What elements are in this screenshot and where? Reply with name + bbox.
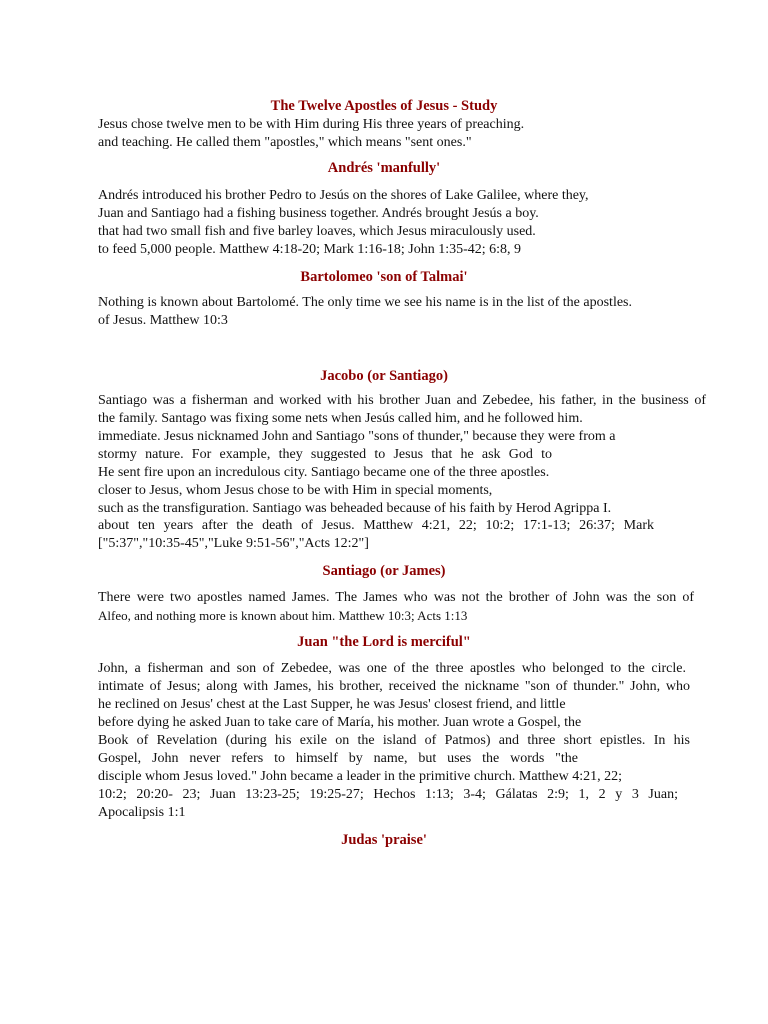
paragraph-line: Andrés introduced his brother Pedro to Jesús on the shores of Lake Galilee, where they, <box>98 188 589 203</box>
paragraph-line: Santiago was a fisherman and worked with his brother Juan and Zebedee, his father, in the business of <box>98 393 706 408</box>
paragraph-line: He sent fire upon an incredulous city. Santiago became one of the three apostles. <box>98 465 550 480</box>
paragraph-line: Gospel, John never refers to himself by name, but uses the words "the <box>98 751 578 766</box>
intro-line: Jesus chose twelve men to be with Him during His three years of preaching. <box>98 117 525 132</box>
paragraph-line: the family. Santago was fixing some nets when Jesús called him, and he followed him. <box>98 411 583 426</box>
paragraph-line: closer to Jesus, whom Jesus chose to be with Him in special moments, <box>98 483 493 498</box>
paragraph-line: ["5:37","10:35-45","Luke 9:51-56","Acts 12:2"] <box>98 536 369 551</box>
paragraph-line: Book of Revelation (during his exile on the island of Patmos) and three short epistles. In his <box>98 733 690 748</box>
paragraph-line: 10:2; 20:20- 23; Juan 13:23-25; 19:25-27; Hechos 1:13; 3-4; Gálatas 2:9; 1, 2 y 3 Juan; <box>98 787 678 802</box>
document-title: The Twelve Apostles of Jesus - Study <box>270 98 498 114</box>
paragraph-line: Nothing is known about Bartolomé. The only time we see his name is in the list of the apostles. <box>98 295 632 310</box>
paragraph-line: about ten years after the death of Jesus. Matthew 4:21, 22; 10:2; 17:1-13; 26:37; Mark <box>98 518 654 533</box>
paragraph-line: that had two small fish and five barley loaves, which Jesus miraculously used. <box>98 224 536 239</box>
paragraph-line: such as the transfiguration. Santiago was beheaded because of his faith by Herod Agrippa I. <box>98 501 612 516</box>
paragraph-line: he reclined on Jesus' chest at the Last Supper, he was Jesus' closest friend, and little <box>98 697 566 712</box>
section-heading-juan: Juan "the Lord is merciful" <box>297 634 471 650</box>
paragraph-line: disciple whom Jesus loved." John became a leader in the primitive church. Matthew 4:21, 22; <box>98 769 622 784</box>
paragraph-line: Apocalipsis 1:1 <box>98 805 186 820</box>
section-heading-andres: Andrés 'manfully' <box>327 160 441 176</box>
section-heading-judas: Judas 'praise' <box>341 832 427 848</box>
paragraph-line: There were two apostles named James. The James who was not the brother of John was the son of <box>98 590 694 605</box>
paragraph-line: intimate of Jesus; along with James, his brother, received the nickname "son of thunder." John, who <box>98 679 690 694</box>
paragraph-line: Alfeo, and nothing more is known about him. Matthew 10:3; Acts 1:13 <box>98 608 468 623</box>
intro-line: and teaching. He called them "apostles," which means "sent ones." <box>98 135 472 150</box>
section-heading-bartolomeo: Bartolomeo 'son of Talmai' <box>300 269 468 285</box>
paragraph-line: Juan and Santiago had a fishing business together. Andrés brought Jesús a boy. <box>98 206 539 221</box>
paragraph-line: of Jesus. Matthew 10:3 <box>98 313 228 328</box>
paragraph-line: stormy nature. For example, they suggested to Jesus that he ask God to <box>98 447 552 462</box>
paragraph-line: to feed 5,000 people. Matthew 4:18-20; Mark 1:16-18; John 1:35-42; 6:8, 9 <box>98 242 522 257</box>
paragraph-line: immediate. Jesus nicknamed John and Santiago "sons of thunder," because they were from a <box>98 429 616 444</box>
section-heading-santiago: Santiago (or James) <box>322 563 446 579</box>
paragraph-line: before dying he asked Juan to take care of María, his mother. Juan wrote a Gospel, the <box>98 715 582 730</box>
section-heading-jacobo: Jacobo (or Santiago) <box>320 368 448 384</box>
paragraph-line: John, a fisherman and son of Zebedee, was one of the three apostles who belonged to the circle. <box>98 661 686 676</box>
